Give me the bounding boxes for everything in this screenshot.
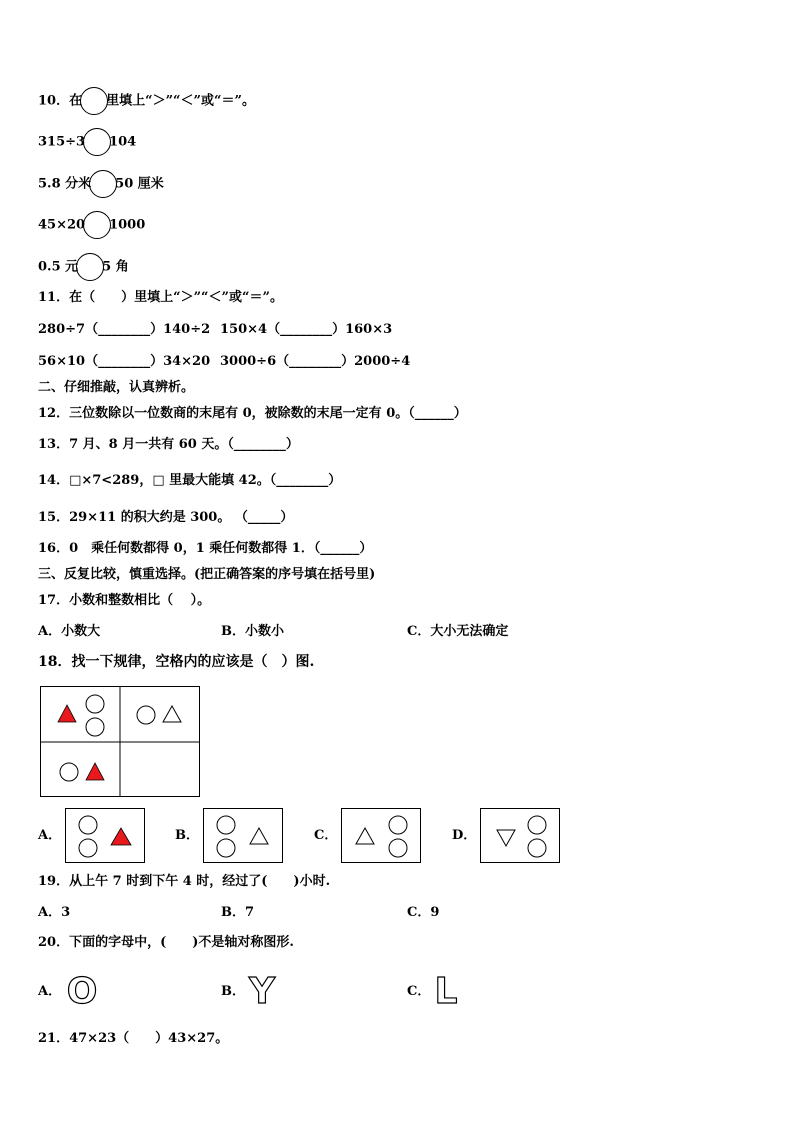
q14[interactable]: 14．□×7<289，□ 里最大能填 42。（________） (38, 473, 342, 488)
circle-icon (60, 763, 78, 781)
triangle-icon (250, 828, 268, 844)
q12[interactable]: 12．三位数除以一位数商的末尾有 0，被除数的末尾一定有 0。（______） (38, 406, 467, 421)
q10-item-right: 1000 (109, 217, 146, 233)
q10-item-left: 45×20 (38, 217, 86, 233)
q19-option-b[interactable]: B．7 (221, 905, 255, 920)
circle-icon (528, 839, 546, 857)
section-2-heading: 二、仔细推敲，认真辨析。 (38, 380, 195, 395)
q10-stem (38, 87, 255, 115)
circle-icon (86, 718, 104, 736)
compare-oval[interactable] (89, 170, 117, 198)
q20-option-a-glyph: O (66, 972, 98, 1010)
q18-stem: 18．找一下规律，空格内的应该是（ ）图. (38, 654, 315, 670)
q20-option-a-letter[interactable] (63, 972, 101, 1010)
q11-row1-left[interactable]: 280÷7（________）140÷2 (38, 322, 211, 337)
red-triangle-icon (86, 763, 104, 780)
compare-oval[interactable] (80, 87, 108, 115)
circle-icon (389, 816, 407, 834)
q15[interactable]: 15．29×11 的积大约是 300。 （_____） (38, 510, 294, 525)
section-3-heading: 三、反复比较，慎重选择。(把正确答案的序号填在括号里) (38, 567, 376, 582)
q10-item-4 (38, 253, 129, 281)
red-triangle-icon (58, 705, 76, 722)
q10-stem-lead: 10．在 (38, 93, 83, 109)
q20-option-b-label[interactable]: B． (221, 984, 245, 999)
q17-option-c[interactable]: C．大小无法确定 (407, 624, 509, 639)
q21[interactable]: 21．47×23（ ）43×27。 (38, 1031, 229, 1046)
circle-icon (137, 706, 155, 724)
q10-item-right: 50 厘米 (115, 176, 164, 192)
circle-icon (79, 839, 97, 857)
q19-stem: 19．从上午 7 时到下午 4 时，经过了( )小时. (38, 874, 331, 889)
q13[interactable]: 13．7 月、8 月一共有 60 天。（________） (38, 437, 299, 452)
compare-oval[interactable] (83, 128, 111, 156)
q10-item-right: 104 (109, 134, 137, 150)
q11-row2-right[interactable]: 3000÷6（________）2000÷4 (220, 354, 411, 369)
q19-option-a[interactable]: A．3 (38, 905, 71, 920)
q10-item-3 (38, 211, 145, 239)
q16[interactable]: 16．0 乘任何数都得 0，1 乘任何数都得 1．（______） (38, 541, 373, 556)
q18-option-a[interactable] (65, 808, 147, 865)
q18-option-b-label[interactable]: B． (175, 828, 199, 843)
q18-pattern-grid (40, 686, 202, 799)
q20-option-c-label[interactable]: C． (407, 984, 431, 999)
q10-item-left: 5.8 分米 (38, 176, 92, 192)
compare-oval[interactable] (83, 211, 111, 239)
q11-row1-right[interactable]: 150×4（________）160×3 (220, 322, 393, 337)
q19-option-c[interactable]: C．9 (407, 905, 440, 920)
q18-option-b[interactable] (203, 808, 285, 865)
q10-item-right: 5 角 (102, 259, 129, 275)
inverted-triangle-icon (497, 830, 515, 846)
q10-item-left: 315÷3 (38, 134, 86, 150)
q18-option-d[interactable] (480, 808, 562, 865)
q18-option-c[interactable] (341, 808, 423, 865)
circle-icon (528, 816, 546, 834)
circle-icon (79, 816, 97, 834)
q20-stem: 20．下面的字母中，( )不是轴对称图形. (38, 935, 294, 950)
q18-option-d-label[interactable]: D． (452, 828, 477, 843)
q17-option-b[interactable]: B．小数小 (221, 624, 284, 639)
q17-option-a[interactable]: A．小数大 (38, 624, 101, 639)
q18-option-c-label[interactable]: C． (314, 828, 338, 843)
circle-icon (217, 839, 235, 857)
circle-icon (389, 839, 407, 857)
q20-option-a-label[interactable]: A． (38, 984, 62, 999)
q10-item-1 (38, 128, 136, 156)
q18-option-a-label[interactable]: A． (38, 828, 62, 843)
q11-stem: 11．在（ ）里填上“＞”“＜”或“＝”。 (38, 290, 283, 305)
red-triangle-icon (111, 828, 131, 845)
q17-stem: 17．小数和整数相比（ ）。 (38, 593, 211, 608)
compare-oval[interactable] (76, 253, 104, 281)
q11-row2-left[interactable]: 56×10（________）34×20 (38, 354, 211, 369)
triangle-icon (356, 828, 374, 844)
circle-icon (86, 695, 104, 713)
q10-stem-tail: 里填上“＞”“＜”或“＝”。 (106, 93, 255, 109)
q20-option-b-letter[interactable] (245, 972, 279, 1010)
q20-option-b-glyph: Y (248, 972, 276, 1010)
triangle-icon (163, 706, 181, 722)
q10-item-2 (38, 170, 164, 198)
q10-item-left: 0.5 元 (38, 259, 79, 275)
circle-icon (217, 816, 235, 834)
q20-option-c-letter[interactable] (431, 972, 465, 1010)
q20-option-c-glyph: L (434, 972, 458, 1010)
